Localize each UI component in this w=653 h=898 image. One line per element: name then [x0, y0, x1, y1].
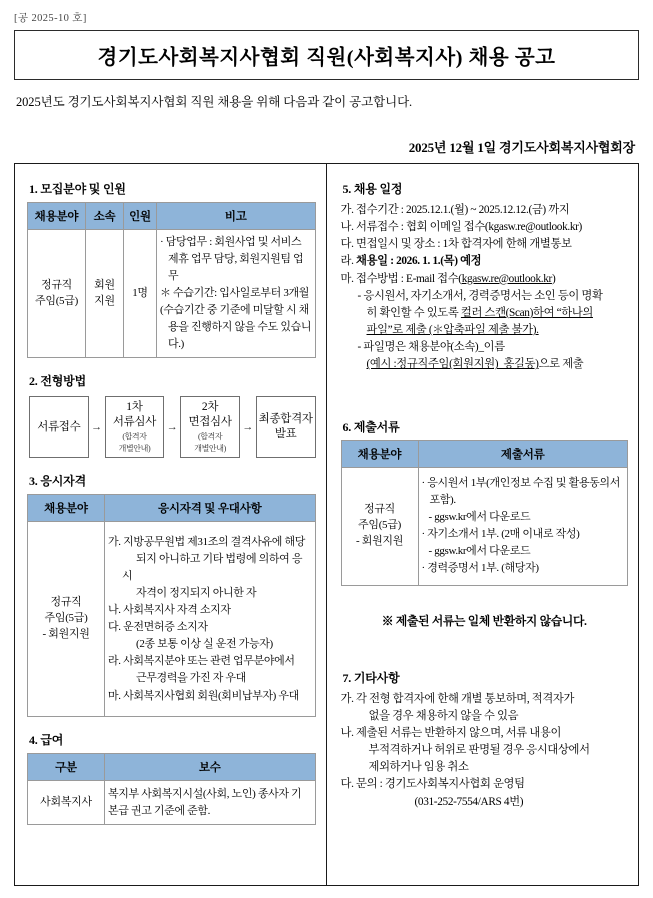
item-marker: 다.	[108, 621, 121, 634]
col-header-field: 채용분야	[28, 203, 86, 230]
schedule-subitem	[341, 288, 629, 305]
section-2-heading: 2. 전형방법	[29, 374, 86, 389]
section-recruitment-field	[27, 180, 316, 358]
subitem-line: 히 확인할 수 있도록	[366, 306, 461, 319]
cell-documents	[418, 467, 628, 585]
item-line: 사회복지사협회 회원(회비납부자) 우대	[123, 689, 299, 702]
table-row	[28, 781, 316, 825]
example-filename: (예시 :정규직주임(회원지원)_홍길동)	[366, 358, 539, 371]
section-6-heading: 6. 제출서류	[342, 419, 400, 434]
item-line: (2종 보통 이상 실 운전 가능자)	[136, 638, 273, 651]
flow-step-2	[105, 396, 165, 458]
subitem-line-underlined: 파일”로 제출 (＊압축파일 제출 불가).	[366, 324, 539, 337]
subitem-marker: -	[357, 341, 361, 354]
item-line: 문의 : 경기도사회복지사협회 운영팀	[356, 778, 525, 791]
field-line-2: 주임(5급)	[44, 612, 88, 625]
eligibility-item	[108, 619, 312, 653]
table-row	[28, 522, 316, 717]
subitem-marker: -	[357, 289, 361, 302]
flow-step-3-line2: 면접심사	[188, 416, 232, 429]
note-item	[341, 691, 629, 725]
item-marker: 마.	[108, 689, 121, 702]
cell-field	[28, 522, 105, 717]
schedule-list	[341, 202, 629, 374]
flow-step-3	[180, 396, 240, 458]
eligibility-table	[27, 494, 316, 717]
col-header-eligibility: 응시자격 및 우대사항	[105, 495, 316, 522]
flow-arrow-icon: →	[166, 421, 178, 434]
field-line-2: 주임(5급)	[35, 294, 78, 307]
item-line: 지방공무원법 제31조의 결격사유에 해당	[123, 536, 306, 549]
item-line: 부적격하거나 허위로 판명될 경우 응시대상에서	[368, 744, 590, 757]
contact-phone: (031-252-7554/ARS 4번)	[414, 795, 524, 808]
flow-step-2-line1: 1차	[126, 401, 143, 414]
schedule-subitem-cont	[341, 356, 629, 373]
note-item	[341, 776, 629, 810]
note-item	[341, 725, 629, 776]
flow-arrow-icon: →	[242, 421, 254, 434]
col-header-field: 채용분야	[341, 440, 418, 467]
item-marker: 다.	[340, 238, 354, 251]
section-1-heading: 1. 모집분야 및 인원	[29, 182, 126, 196]
item-text: 서류접수 : 협회 이메일 접수(kgasw.re@outlook.kr)	[356, 221, 582, 234]
spacer	[341, 388, 629, 418]
col-header-field: 채용분야	[28, 495, 105, 522]
section-3-heading: 3. 응시자격	[29, 474, 86, 489]
document-item: · 자기소개서 1부. (2매 이내로 작성)	[421, 528, 580, 541]
schedule-subitem-cont	[341, 322, 629, 339]
flow-step-3-line1: 2차	[201, 401, 219, 414]
table-header-row	[341, 440, 628, 467]
section-other-notes	[341, 669, 629, 811]
document-subitem: - ggsw.kr에서 다운로드	[428, 545, 531, 558]
section-salary	[27, 731, 316, 825]
flow-step-3-sub1: (합격자	[197, 432, 223, 442]
col-header-category: 구분	[28, 754, 105, 781]
item-text-prefix: 접수방법 : E-mail 접수(	[356, 272, 462, 285]
section-selection-process	[27, 372, 316, 458]
item-marker: 가.	[340, 692, 354, 705]
field-line-2: 주임(5급)	[358, 519, 401, 532]
eligibility-item	[108, 534, 312, 602]
field-line-3: - 회원지원	[42, 628, 90, 641]
field-line-1: 정규직	[50, 596, 82, 609]
eligibility-item	[108, 602, 312, 619]
flow-step-1-line1: 서류접수	[37, 420, 81, 433]
subitem-line-underlined: 컬러 스캔(Scan)하여 “하나의	[460, 306, 593, 319]
field-line-1: 정규직	[364, 503, 395, 516]
table-header-row	[28, 495, 316, 522]
item-marker: 나.	[340, 221, 354, 234]
flow-step-2-sub1: (합격자	[122, 432, 147, 442]
cell-eligibility	[105, 522, 316, 717]
cell-category: 사회복지사	[28, 781, 105, 825]
section-eligibility	[27, 472, 316, 717]
subitem-tail: 으로 제출	[538, 358, 584, 371]
field-line-3: - 회원지원	[355, 535, 404, 548]
section-7-heading: 7. 기타사항	[342, 670, 400, 685]
field-line-1: 정규직	[41, 278, 72, 291]
flow-step-1	[29, 396, 89, 458]
schedule-item	[341, 236, 629, 253]
signature-line: 2025년 12월 1일 경기도사회복지사협회장	[408, 140, 635, 155]
item-marker: 마.	[340, 272, 354, 285]
item-text: 면접일시 및 장소 : 1차 합격자에 한해 개별통보	[356, 238, 572, 251]
item-line: 되지 아니하고 기타 법령에 의하여 응시	[122, 553, 303, 583]
eligibility-item	[108, 688, 312, 705]
salary-table	[27, 753, 316, 825]
cell-field	[341, 467, 418, 585]
remark-item: · 담당업무 : 회원사업 및 서비스 제휴 업무 담당, 회원지원팀 업무	[160, 236, 304, 283]
dept-line-2: 지원	[94, 294, 115, 307]
item-marker: 다.	[340, 778, 354, 791]
table-header-row	[28, 754, 316, 781]
cell-field	[28, 230, 86, 358]
item-line: 없을 경우 채용하지 않을 수 있음	[368, 709, 519, 722]
flow-step-4-line1: 최종합격자	[258, 413, 313, 426]
col-header-count: 인원	[124, 203, 157, 230]
schedule-item	[341, 253, 629, 270]
schedule-item	[341, 219, 629, 236]
eligibility-item	[108, 653, 312, 687]
schedule-subitem	[341, 339, 629, 356]
remark-item: ＊ 수습기간: 입사일로부터 3개월	[160, 287, 310, 300]
item-marker: 라.	[108, 655, 121, 668]
recruitment-table	[27, 202, 316, 358]
cell-count: 1명	[124, 230, 157, 358]
col-header-remarks: 비고	[157, 203, 316, 230]
item-text-suffix: )	[551, 272, 556, 285]
flow-arrow-icon: →	[91, 421, 103, 434]
spacer	[341, 643, 629, 669]
item-line: 사회복지분야 또는 관련 업무분야에서	[123, 655, 295, 668]
document-item: · 경력증명서 1부. (해당자)	[421, 562, 539, 575]
left-column	[15, 164, 327, 885]
item-marker: 나.	[340, 726, 354, 739]
item-line: 각 전형 합격자에 한해 개별 통보하며, 적격자가	[356, 692, 575, 705]
document-item: · 응시원서 1부(개인정보 수집 및 활용동의서 포함).	[421, 476, 620, 506]
schedule-item	[341, 271, 629, 288]
col-header-documents: 제출서류	[418, 440, 628, 467]
table-header-row	[28, 203, 316, 230]
document-subitem: - ggsw.kr에서 다운로드	[428, 511, 531, 524]
schedule-subitem-cont	[341, 305, 629, 322]
remark-item: (수습기간 중 기준에 미달할 시 채용을 진행하지 않을 수도 있습니다.)	[160, 304, 312, 351]
document-number: [공 2025-10 호]	[14, 13, 87, 24]
page-title: 경기도사회복지사협회 직원(사회복지사) 채용 공고	[97, 47, 556, 69]
table-row	[28, 230, 316, 358]
intro-paragraph: 2025년도 경기도사회복지사협회 직원 채용을 위해 다음과 같이 공고합니다.	[16, 95, 413, 109]
section-schedule	[341, 180, 629, 374]
selection-flowchart	[27, 394, 316, 458]
right-column	[327, 164, 639, 885]
item-text: 접수기간 : 2025.12.1.(월) ~ 2025.12.12.(금) 까지	[356, 204, 570, 216]
item-text: 채용일 : 2026. 1. 1.(목) 예정	[356, 255, 482, 268]
item-line: 제출된 서류는 반환하지 않으며, 서류 내용이	[356, 726, 562, 739]
section-5-heading: 5. 채용 일정	[342, 182, 403, 196]
other-notes-list	[341, 691, 629, 811]
documents-notice: ※ 제출된 서류는 일체 반환하지 않습니다.	[381, 613, 587, 628]
item-marker: 가.	[108, 536, 121, 549]
item-line: 자격이 정지되지 아니한 자	[136, 587, 257, 600]
email-link[interactable]: kgasw.re@outlook.kr	[461, 272, 552, 285]
flow-step-3-sub2: 개별안내)	[194, 444, 226, 454]
flow-step-2-sub2: 개별안내)	[118, 444, 151, 454]
col-header-dept: 소속	[86, 203, 124, 230]
item-marker: 라.	[340, 255, 354, 268]
cell-remarks	[157, 230, 316, 358]
item-line: 제외하거나 임용 취소	[368, 761, 469, 774]
subitem-line: 응시원서, 자기소개서, 경력증명서는 소인 등이 명확	[363, 289, 603, 302]
item-line: 근무경력을 가진 자 우대	[136, 672, 246, 685]
item-marker: 가.	[340, 204, 354, 216]
item-line: 운전면허증 소지자	[123, 621, 208, 634]
cell-pay: 복지부 사회복지시설(사회, 노인) 종사자 기본급 권고 기준에 준함.	[105, 781, 316, 825]
table-row	[341, 467, 628, 585]
documents-table	[341, 440, 629, 586]
subitem-line: 파일명은 채용분야(소속)_이름	[363, 341, 505, 354]
content-frame	[14, 163, 639, 886]
item-marker: 나.	[108, 604, 121, 617]
cell-dept	[86, 230, 124, 358]
flow-step-4	[256, 396, 316, 458]
section-4-heading: 4. 급여	[29, 733, 64, 748]
schedule-item	[341, 202, 629, 219]
item-line: 사회복지사 자격 소지자	[123, 604, 231, 617]
dept-line-1: 회원	[94, 278, 115, 291]
flow-step-4-line2: 발표	[274, 428, 297, 441]
flow-step-2-line2: 서류심사	[112, 416, 157, 429]
section-required-documents	[341, 418, 629, 629]
col-header-pay: 보수	[105, 754, 316, 781]
title-box	[14, 30, 639, 80]
